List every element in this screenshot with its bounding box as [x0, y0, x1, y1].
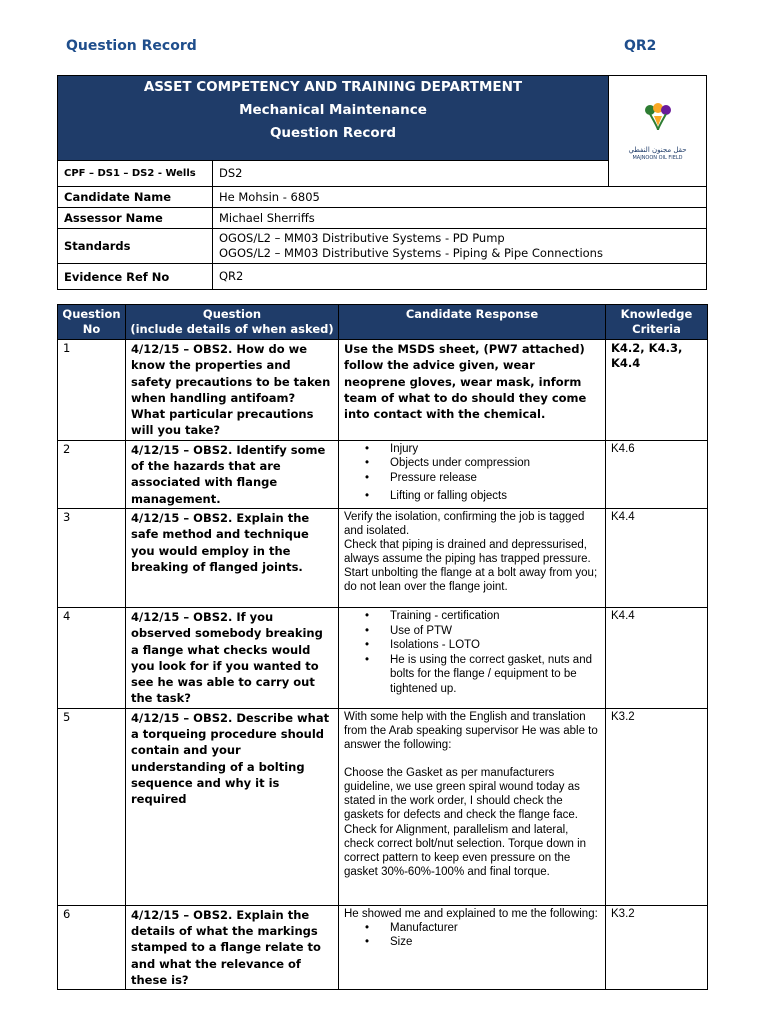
- response-bullet: • Lifting or falling objects: [390, 489, 600, 504]
- header-knowledge-criteria: Knowledge Criteria: [606, 305, 708, 340]
- standard-line: OGOS/L2 – MM03 Distributive Systems - PD Pump: [219, 231, 505, 245]
- candidate-name-label: Candidate Name: [58, 187, 213, 208]
- response-bullet: • Isolations - LOTO: [390, 638, 600, 653]
- table-header-row: [58, 305, 708, 340]
- question-text: 4/12/15 – OBS2. If you observed somebody breaking a flange what checks would you look for if you wanted to see he was able to carry out the task?: [126, 607, 339, 708]
- header-question: Question (include details of when asked): [126, 305, 339, 340]
- knowledge-criteria: K4.2, K4.3, K4.4: [606, 340, 708, 441]
- question-table: [57, 304, 708, 990]
- question-number: 5: [58, 708, 126, 905]
- question-number: 2: [58, 440, 126, 508]
- knowledge-criteria: K3.2: [606, 708, 708, 905]
- response-bullet: • Size: [390, 935, 600, 950]
- standards-label: Standards: [58, 229, 213, 264]
- response-paragraph: With some help with the English and translation from the Arab speaking supervisor He was able to answer the following:: [344, 710, 598, 751]
- response-bullet: • Use of PTW: [390, 624, 600, 639]
- evidence-ref-label: Evidence Ref No: [58, 264, 213, 290]
- banner-discipline: Mechanical Maintenance: [239, 102, 427, 118]
- question-text: 4/12/15 – OBS2. Describe what a torqueing procedure should contain and your understanding of a bolting sequence and why it is required: [126, 708, 339, 905]
- header-question-no: Question No: [58, 305, 126, 340]
- table-row: [58, 508, 708, 607]
- question-text: 4/12/15 – OBS2. How do we know the properties and safety precautions to be taken when handling antifoam? What particular precautions will you take?: [126, 340, 339, 441]
- knowledge-criteria: K4.4: [606, 607, 708, 708]
- response-bullet: • He is using the correct gasket, nuts and bolts for the flange / equipment to be tightened up.: [390, 653, 600, 697]
- banner-department: ASSET COMPETENCY AND TRAINING DEPARTMENT: [143, 79, 523, 95]
- question-text: 4/12/15 – OBS2. Explain the safe method and technique you would employ in the breaking of flanged joints.: [126, 508, 339, 607]
- question-number: 1: [58, 340, 126, 441]
- knowledge-criteria: K3.2: [606, 905, 708, 989]
- response-spacer: [344, 752, 600, 766]
- knowledge-criteria: K4.6: [606, 440, 708, 508]
- response-paragraph: Check that piping is drained and depressurised, always assume the piping has trapped pressure.: [344, 539, 591, 566]
- header-candidate-response: Candidate Response: [339, 305, 606, 340]
- response-bullet: • Training - certification: [390, 609, 600, 624]
- site-label: CPF – DS1 – DS2 - Wells: [58, 161, 213, 187]
- document-title: Question Record: [66, 38, 197, 54]
- banner-record-type: Question Record: [269, 125, 397, 141]
- table-row: [58, 440, 708, 508]
- header-block: [57, 75, 707, 290]
- candidate-response: [339, 905, 606, 989]
- response-bullet: • Manufacturer: [390, 921, 600, 936]
- logo-english-text: MAJNOON OIL FIELD: [632, 155, 683, 161]
- response-bullet: • Objects under compression: [390, 456, 600, 471]
- candidate-name-value: He Mohsin - 6805: [213, 187, 707, 208]
- evidence-ref-value: QR2: [213, 264, 707, 290]
- table-row: [58, 708, 708, 905]
- response-bullet: • Pressure release: [390, 471, 600, 486]
- logo-arabic-text: حقل مجنون النفطي: [628, 146, 687, 154]
- candidate-response: Use the MSDS sheet, (PW7 attached) follow the advice given, wear neoprene gloves, wear mask, inform team of what to do should they come into contact with the chemical.: [339, 340, 606, 441]
- table-row: [58, 905, 708, 989]
- knowledge-criteria: K4.4: [606, 508, 708, 607]
- response-paragraph: He showed me and explained to me the following:: [344, 907, 598, 920]
- response-paragraph: Start unbolting the flange at a bolt away from you; do not lean over the flange joint.: [344, 567, 598, 594]
- question-text: 4/12/15 – OBS2. Identify some of the hazards that are associated with flange management.: [126, 440, 339, 508]
- standard-line: OGOS/L2 – MM03 Distributive Systems - Piping & Pipe Connections: [219, 246, 603, 260]
- candidate-response: [339, 508, 606, 607]
- question-number: 4: [58, 607, 126, 708]
- candidate-response: [339, 708, 606, 905]
- assessor-name-label: Assessor Name: [58, 208, 213, 229]
- question-text: 4/12/15 – OBS2. Explain the details of what the markings stamped to a flange relate to and what the relevance of these is?: [126, 905, 339, 989]
- table-row: [58, 607, 708, 708]
- logo-cell: [609, 76, 707, 187]
- site-value: DS2: [213, 161, 609, 187]
- response-paragraph: Verify the isolation, confirming the job is tagged and isolated.: [344, 510, 585, 538]
- response-paragraph: Choose the Gasket as per manufacturers guideline, we use green spiral wound today as stated in the work order, I should check the gaskets for defects and check the flange face. Check for Alignment, parallelism and lateral, check correct bolt/nut selection. Torque down in correct pattern to keep even pressure on the gasket 30%-60%-100% and final torque.: [344, 767, 587, 878]
- candidate-response: [339, 440, 606, 508]
- department-banner: [58, 76, 609, 161]
- table-row: [58, 340, 708, 441]
- assessor-name-value: Michael Sherriffs: [213, 208, 707, 229]
- majnoon-logo-icon: [623, 100, 693, 150]
- document-code: QR2: [624, 38, 657, 54]
- question-number: 3: [58, 508, 126, 607]
- response-bullet: • Injury: [390, 442, 600, 457]
- candidate-response: [339, 607, 606, 708]
- question-number: 6: [58, 905, 126, 989]
- standards-value: [213, 229, 707, 264]
